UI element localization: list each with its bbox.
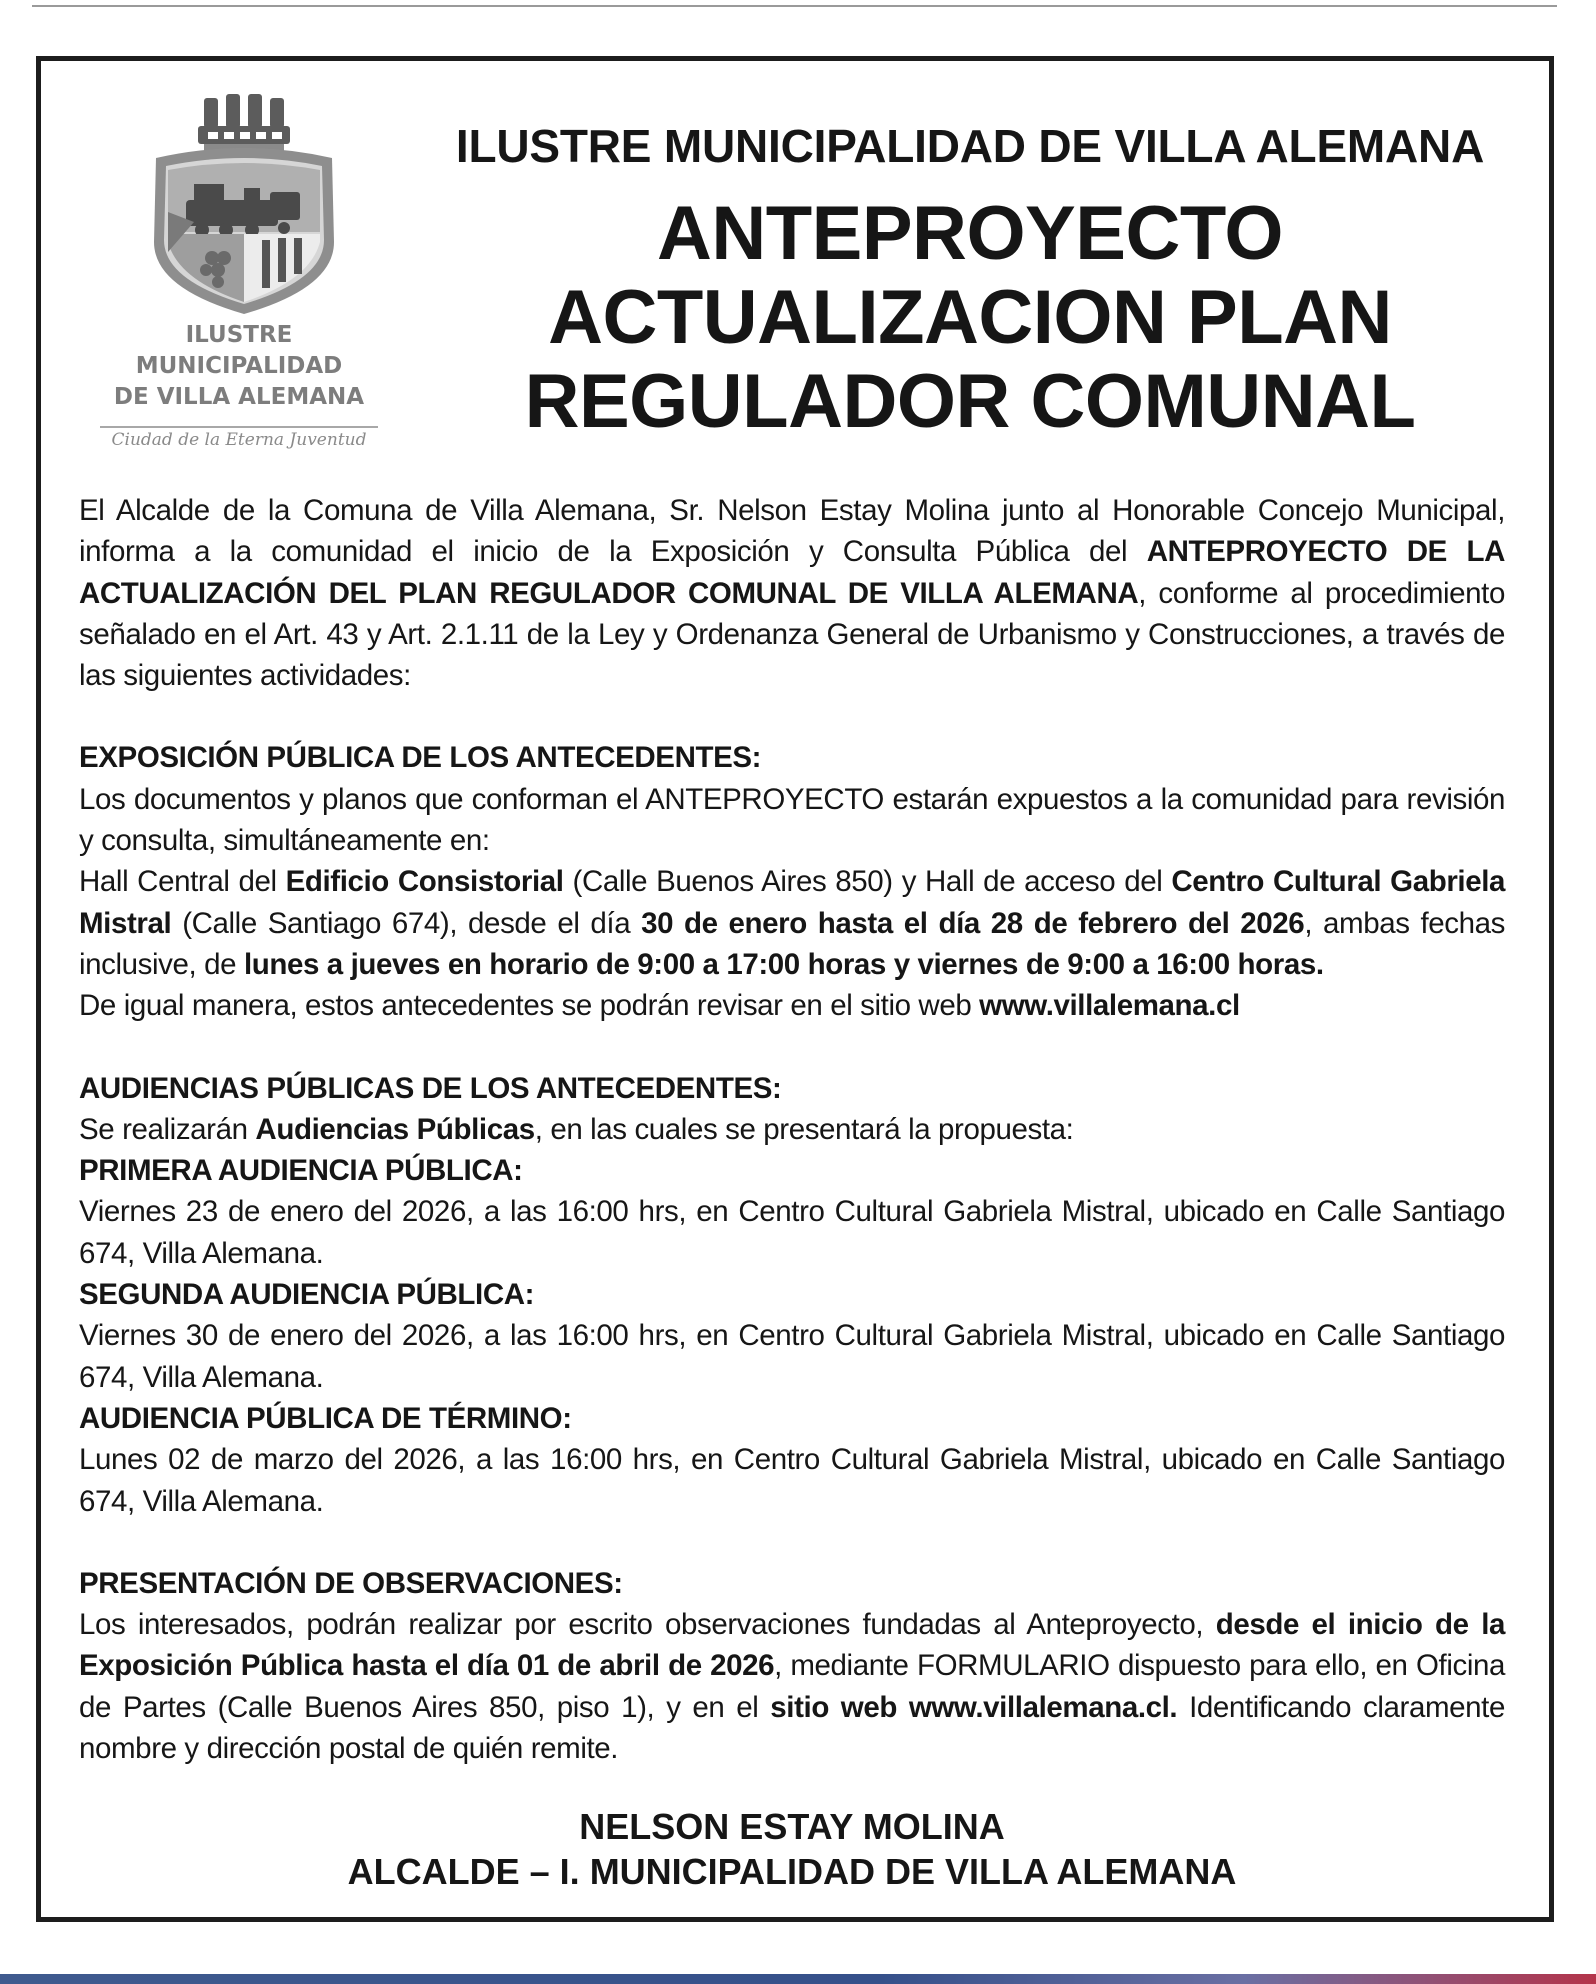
headline-line-2: ACTUALIZACION PLAN [548, 275, 1392, 360]
exposicion-text-g: , ambas fechas inclusive, de [79, 906, 1505, 981]
exposicion-venue-2: Centro Cultural Gabriela Mistral [79, 865, 1506, 940]
exposicion-text-a: Hall Central del [79, 865, 286, 899]
second-hearing-heading: SEGUNDA AUDIENCIA PÚBLICA: [79, 1278, 535, 1312]
observaciones-heading: PRESENTACIÓN DE OBSERVACIONES: [79, 1566, 623, 1600]
logo-name-line-2: MUNICIPALIDAD [135, 353, 343, 379]
intro-text-1: El Alcalde de la Comuna de Villa Alemana, Sr. Nelson Estay Molina junto al Honorable Concejo Municipal, informa a la comunidad el inicio de la Exposición y Consulta Pública del [79, 494, 1505, 569]
logo-name-line-1: ILUSTRE [185, 322, 293, 348]
exposicion-paragraph-1: Los documentos y planos que conforman el ANTEPROYECTO estarán expuestos a la comunidad para revisión y consulta, simultáneamente en: [79, 782, 1505, 858]
exposicion-hours: lunes a jueves en horario de 9:00 a 17:00 horas y viernes de 9:00 a 16:00 horas. [243, 947, 1324, 981]
website-link[interactable]: www.villalemana.cl [979, 989, 1240, 1023]
exposicion-text-c: (Calle Buenos Aires 850) y Hall de acceso del [563, 865, 1172, 899]
logo-name-line-3: DE VILLA ALEMANA [113, 384, 365, 410]
signature-role: ALCALDE – I. MUNICIPALIDAD DE VILLA ALEMANA [347, 1851, 1237, 1892]
logo-wordmark [94, 320, 384, 413]
intro-text-2: , conforme al procedimiento señalado en el Art. 43 y Art. 2.1.11 de la Ley y Ordenanza General de Urbanismo y Construcciones, a través de las siguientes actividades: [79, 576, 1505, 693]
intro-paragraph [79, 490, 1505, 696]
exposicion-venue-1: Edificio Consistorial [285, 865, 564, 899]
observaciones-text-a: Los interesados, podrán realizar por escrito observaciones fundadas al Anteproyecto, [79, 1608, 1216, 1642]
observaciones-paragraph [79, 1604, 1505, 1769]
spacer [79, 1027, 1505, 1068]
headline [470, 192, 1470, 444]
exposicion-text-e: (Calle Santiago 674), desde el día [171, 906, 642, 940]
audiencias-intro-b: Audiencias Públicas [255, 1112, 535, 1146]
spacer [79, 696, 1505, 737]
audiencias-intro-c: , en las cuales se presentará la propuesta: [534, 1112, 1074, 1146]
final-hearing-heading: AUDIENCIA PÚBLICA DE TÉRMINO: [79, 1401, 572, 1435]
exposicion-heading: EXPOSICIÓN PÚBLICA DE LOS ANTECEDENTES: [79, 741, 762, 775]
headline-line-1: ANTEPROYECTO [656, 191, 1283, 276]
first-hearing-heading: PRIMERA AUDIENCIA PÚBLICA: [79, 1154, 523, 1188]
top-rule [32, 5, 1557, 7]
coat-of-arms-icon [94, 92, 384, 320]
intro-project-name: ANTEPROYECTO DE LA ACTUALIZACIÓN DEL PLAN REGULADOR COMUNAL DE VILLA ALEMANA [79, 535, 1505, 610]
headline-line-3: REGULADOR COMUNAL [524, 359, 1416, 444]
final-hearing-text: Lunes 02 de marzo del 2026, a las 16:00 hrs, en Centro Cultural Gabriela Mistral, ubicado en Calle Santiago 674, Villa Alemana. [79, 1443, 1505, 1518]
audiencias-intro-a: Se realizarán [79, 1112, 256, 1146]
logo-divider [100, 426, 378, 428]
website-link-2[interactable]: sitio web www.villalemana.cl. [770, 1690, 1178, 1724]
observaciones-deadline: desde el inicio de la Exposición Pública hasta el día 01 de abril de 2026 [79, 1608, 1505, 1683]
spacer [79, 1522, 1505, 1563]
exposicion-paragraph-3 [79, 985, 1505, 1026]
audiencias-heading: AUDIENCIAS PÚBLICAS DE LOS ANTECEDENTES: [79, 1071, 782, 1105]
audiencias-intro [79, 1109, 1505, 1150]
observaciones-text-c: , mediante FORMULARIO dispuesto para ello, en Oficina de Partes (Calle Buenos Aires 850, piso 1), y en el [79, 1649, 1505, 1724]
header-title: ILUSTRE MUNICIPALIDAD DE VILLA ALEMANA [455, 120, 1485, 172]
signature-block [79, 1804, 1505, 1894]
exposicion-dates: 30 de enero hasta el día 28 de febrero del 2026 [641, 906, 1305, 940]
footer-color-bar [0, 1974, 1596, 1984]
second-hearing-text: Viernes 30 de enero del 2026, a las 16:00 hrs, en Centro Cultural Gabriela Mistral, ubicado en Calle Santiago 674, Villa Alemana. [79, 1319, 1505, 1394]
exposicion-paragraph-2 [79, 861, 1505, 985]
exposicion-web-text: De igual manera, estos antecedentes se podrán revisar en el sitio web [79, 989, 980, 1023]
signature-name: NELSON ESTAY MOLINA [579, 1806, 1005, 1847]
notice-body [79, 490, 1505, 1769]
observaciones-text-e: Identificando claramente nombre y dirección postal de quién remite. [79, 1690, 1505, 1766]
logo-motto: Ciudad de la Eterna Juventud [111, 430, 367, 450]
municipal-logo [94, 92, 384, 457]
first-hearing-text: Viernes 23 de enero del 2026, a las 16:00 hrs, en Centro Cultural Gabriela Mistral, ubicado en Calle Santiago 674, Villa Alemana. [79, 1195, 1505, 1270]
